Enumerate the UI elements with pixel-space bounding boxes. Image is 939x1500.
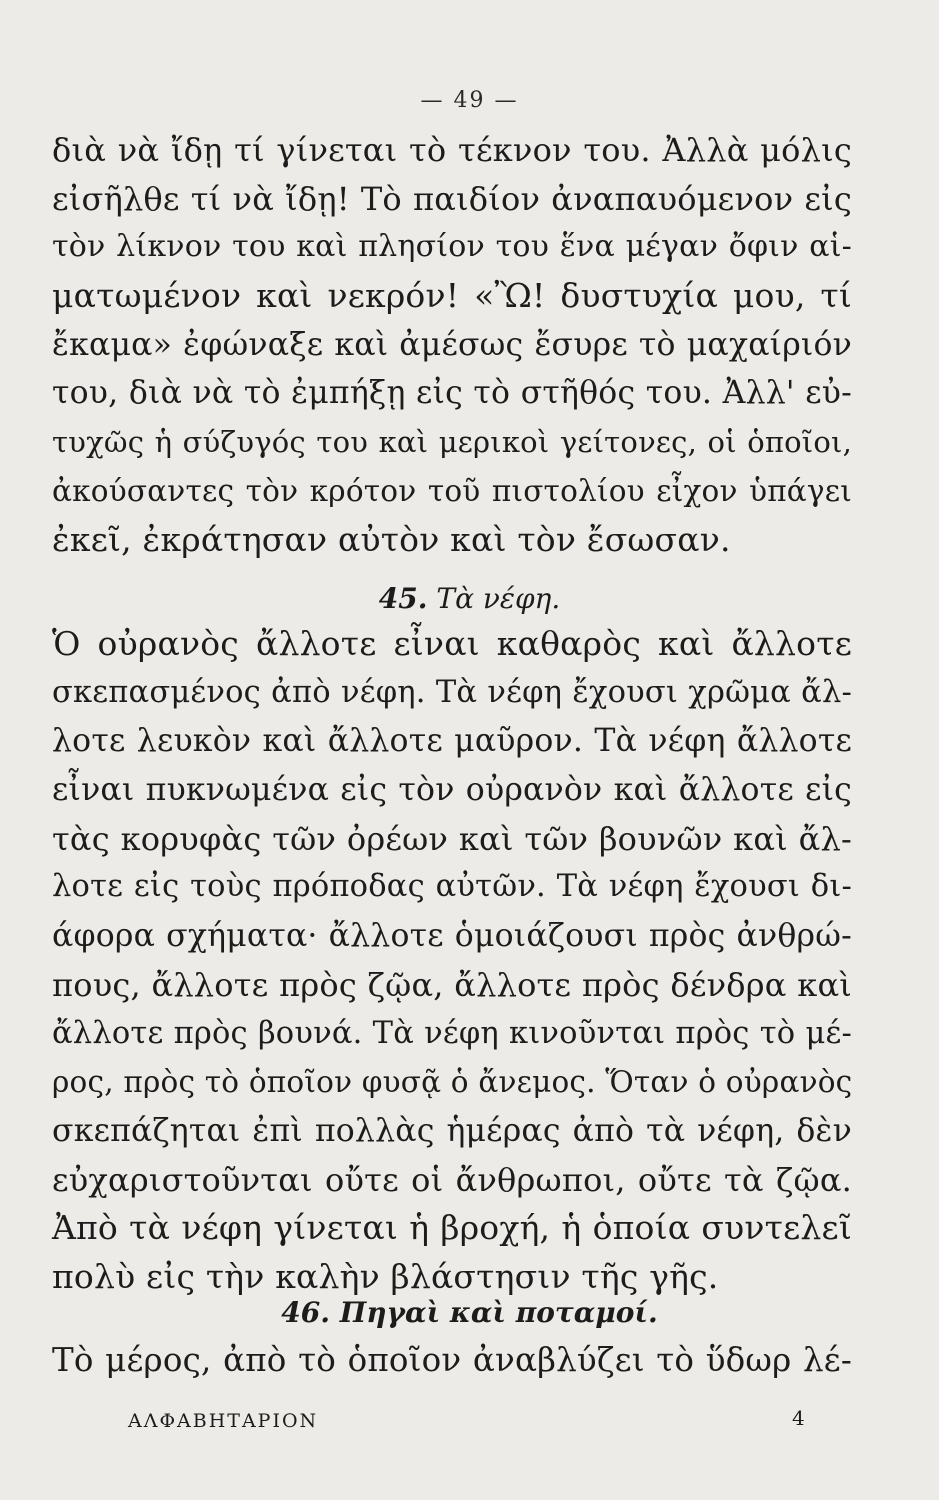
section-number: 46. xyxy=(281,1296,330,1329)
text-line: ρος, πρὸς τὸ ὁποῖον φυσᾷ ὁ ἄνεμος. Ὅταν ὁ οὐρανὸς xyxy=(52,1065,853,1100)
text-line: Ἀπὸ τὰ νέφη γίνεται ἡ βροχή, ἡ ὁποία συντελεῖ xyxy=(52,1208,852,1248)
text-line: Ὁ οὐρανὸς ἄλλοτε εἶναι καθαρὸς καὶ ἄλλοτε xyxy=(52,624,852,663)
text-line: του, διὰ νὰ τὸ ἐμπήξῃ εἰς τὸ στῆθός του. Ἀλλ' εὐ- xyxy=(52,375,852,412)
text-line: διὰ νὰ ἴδῃ τί γίνεται τὸ τέκνον του. Ἀλλὰ μόλις xyxy=(52,131,852,169)
paragraph-1 xyxy=(52,126,852,564)
text-line: Τὸ μέρος, ἀπὸ τὸ ὁποῖον ἀναβλύζει τὸ ὕδωρ λέ- xyxy=(52,1341,852,1379)
text-line: τυχῶς ἡ σύζυγός του καὶ μερικοὶ γείτονες, οἱ ὁποῖοι, xyxy=(52,425,852,460)
section-title: Πηγαὶ καὶ ποταμοί. xyxy=(339,1296,658,1329)
text-line: λοτε λευκὸν καὶ ἄλλοτε μαῦρον. Τὰ νέφη ἄλλοτε xyxy=(52,723,852,760)
text-line: εἰσῆλθε τί νὰ ἴδῃ! Τὸ παιδίον ἀναπαυόμενον εἰς xyxy=(52,179,852,218)
section-heading-45 xyxy=(0,582,939,615)
section-number: 45. xyxy=(378,582,428,615)
paragraph-3 xyxy=(52,1336,852,1385)
text-line: ἔκαμα» ἐφώναξε καὶ ἀμέσως ἔσυρε τὸ μαχαίριόν xyxy=(52,326,852,363)
text-line: σκεπασμένος ἀπὸ νέφη. Τὰ νέφη ἔχουσι χρῶμα ἄλ- xyxy=(52,674,852,710)
text-line: ματωμένον καὶ νεκρόν! «Ὢ! δυστυχία μου, τί xyxy=(52,276,852,316)
text-line: πους, ἄλλοτε πρὸς ζῷα, ἄλλοτε πρὸς δένδρα καὶ xyxy=(52,965,852,1004)
paragraph-2 xyxy=(52,620,852,1302)
text-line: άφορα σχήματα· ἄλλοτε ὁμοιάζουσι πρὸς ἀνθρώ- xyxy=(52,918,852,955)
text-line: λοτε εἰς τοὺς πρόποδας αὐτῶν. Τὰ νέφη ἔχουσι δι- xyxy=(52,869,852,905)
text-line: ἄλλοτε πρὸς βουνά. Τὰ νέφη κινοῦνται πρὸς τὸ μέ- xyxy=(52,1015,852,1051)
text-line: ἐκεῖ, ἐκράτησαν αὐτὸν καὶ τὸν ἔσωσαν. xyxy=(52,519,731,559)
text-line: εὐχαριστοῦνται οὔτε οἱ ἄνθρωποι, οὔτε τὰ ζῷα. xyxy=(52,1160,852,1199)
section-heading-46 xyxy=(0,1296,939,1329)
page-number: — 49 — xyxy=(420,88,519,113)
sheet-number: 4 xyxy=(792,1406,805,1430)
text-line: τὰς κορυφὰς τῶν ὀρέων καὶ τῶν βουνῶν καὶ ἄλ- xyxy=(52,819,852,858)
text-line: πολὺ εἰς τὴν καλὴν βλάστησιν τῆς γῆς. xyxy=(52,1256,719,1296)
section-title: Τὰ νέφη. xyxy=(436,582,561,615)
printer-signature: ΑΛΦΑΒΗΤΑΡΙΟΝ xyxy=(128,1410,319,1432)
text-line: σκεπάζηται ἐπὶ πολλὰς ἡμέρας ἀπὸ τὰ νέφη, δὲν xyxy=(52,1112,852,1149)
text-line: εἶναι πυκνωμένα εἰς τὸν οὐρανὸν καὶ ἄλλοτε εἰς xyxy=(52,772,852,809)
text-line: τὸν λίκνον του καὶ πλησίον του ἕνα μέγαν ὄφιν αἱ- xyxy=(52,229,852,265)
text-line: ἀκούσαντες τὸν κρότον τοῦ πιστολίου εἶχον ὑπάγει xyxy=(52,473,852,508)
